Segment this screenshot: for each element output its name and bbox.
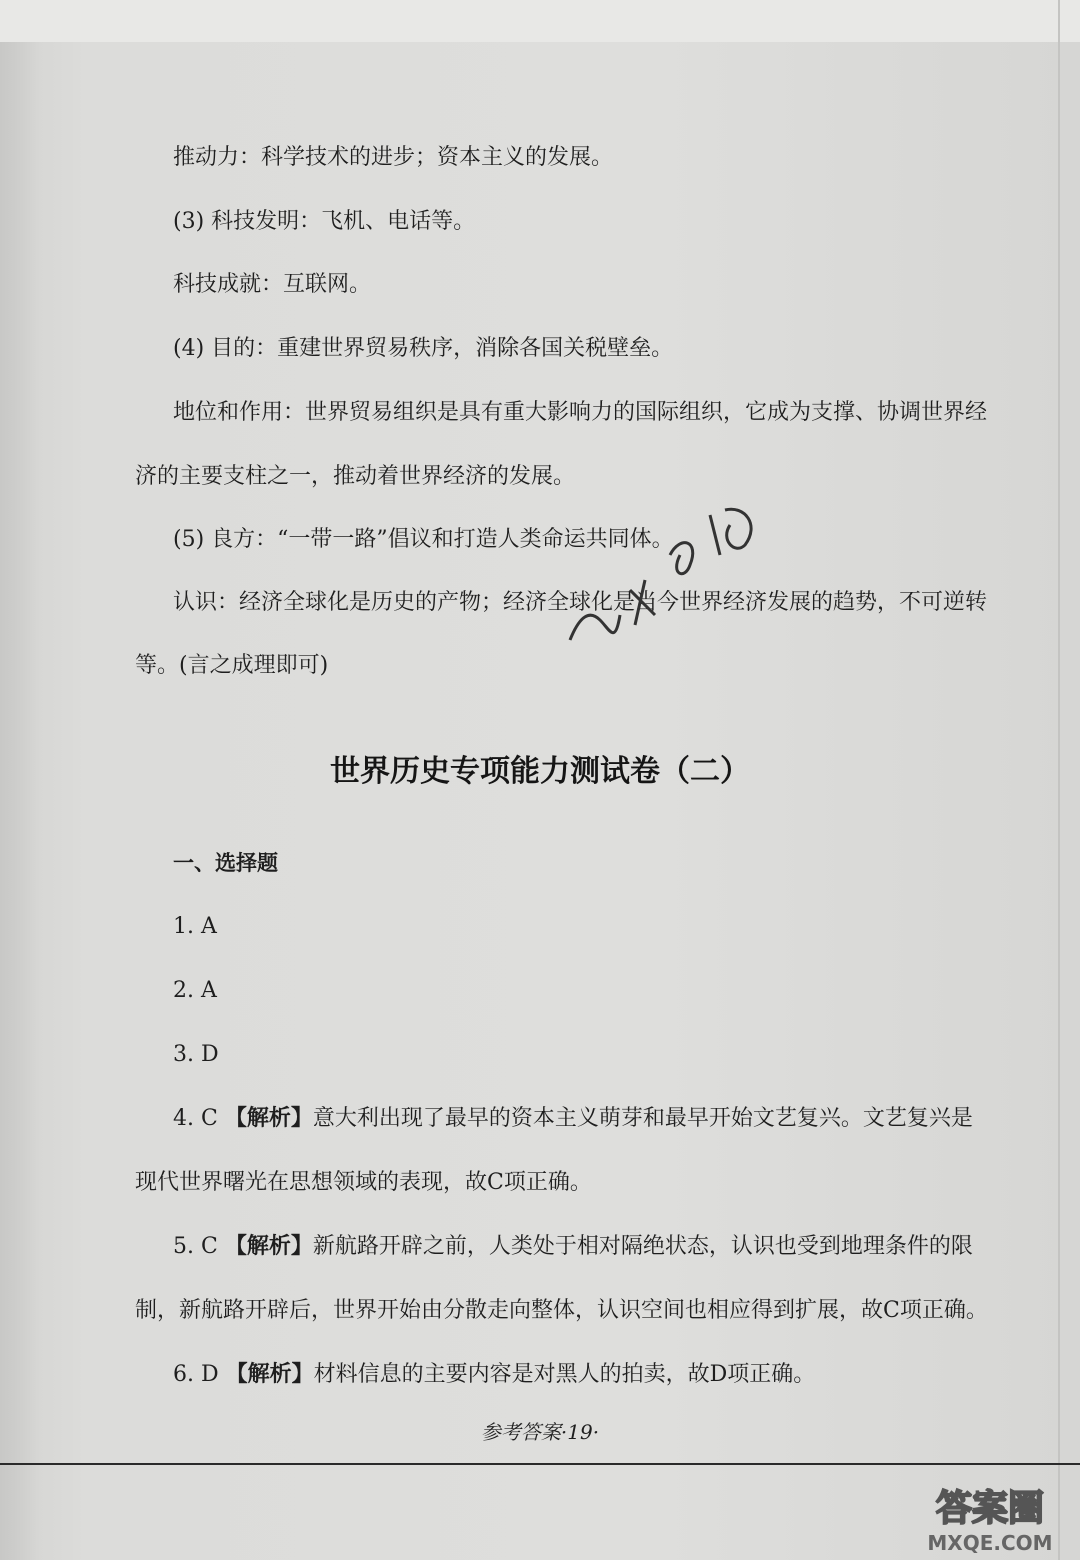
answer-letter: D	[201, 1042, 219, 1067]
text-line: 济的主要支柱之一，推动着世界经济的发展。	[135, 464, 576, 489]
answer-line	[173, 912, 1033, 942]
answer-number: 4.	[173, 1106, 194, 1131]
handwritten-scribble	[560, 495, 780, 655]
analysis-text: 新航路开辟之前，人类处于相对隔绝状态，认识也受到地理条件的限	[312, 1234, 973, 1259]
watermark-logo	[905, 1478, 1075, 1558]
answer-letter: C	[201, 1234, 218, 1259]
watermark-bottom-text: MXQE.COM	[927, 1531, 1053, 1555]
answer-number: 5.	[173, 1234, 194, 1259]
answer-letter: C	[201, 1106, 218, 1131]
text-line: 等。(言之成理即可)	[135, 653, 329, 678]
answer-number: 6.	[173, 1362, 194, 1387]
analysis-text: 意大利出现了最早的资本主义萌芽和最早开始文艺复兴。文艺复兴是	[312, 1106, 973, 1131]
answer-letter: D	[201, 1362, 219, 1387]
answer-number: 3.	[173, 1042, 194, 1067]
top-margin-band	[0, 0, 1080, 42]
analysis-text: 材料信息的主要内容是对黑人的拍卖，故D项正确。	[313, 1362, 816, 1387]
text-line: (5) 良方：“一带一路”倡议和打造人类命运共同体。	[173, 527, 674, 552]
answer-letter: A	[201, 978, 217, 1003]
answer-continuation: 制，新航路开辟后，世界开始由分散走向整体，认识空间也相应得到扩展，故C项正确。	[135, 1298, 988, 1323]
analysis-tag: 【解析】	[224, 1234, 313, 1259]
answer-line	[173, 1360, 1033, 1390]
answer-line	[173, 1104, 1033, 1134]
answer-number: 2.	[173, 978, 194, 1003]
watermark-top-text: 答案圈	[935, 1488, 1045, 1529]
answer-line	[173, 976, 1033, 1006]
analysis-tag: 【解析】	[225, 1362, 314, 1387]
text-line: 认识：经济全球化是历史的产物；经济全球化是当今世界经济发展的趋势，不可逆转	[173, 590, 988, 615]
answer-line	[173, 1040, 1033, 1070]
text-line: 科技成就：互联网。	[173, 272, 372, 297]
text-line: (4) 目的：重建世界贸易秩序，消除各国关税壁垒。	[173, 336, 674, 361]
answer-continuation: 现代世界曙光在思想领域的表现，故C项正确。	[135, 1170, 592, 1195]
answer-line	[173, 1232, 1033, 1262]
section-title: 世界历史专项能力测试卷（二）	[330, 754, 750, 789]
answer-number: 1.	[173, 914, 194, 939]
page-footer: 参考答案·19·	[480, 1420, 600, 1444]
bottom-rule	[0, 1463, 1080, 1465]
section-heading: 一、选择题	[173, 851, 278, 875]
answer-letter: A	[201, 914, 217, 939]
text-line: 推动力：科学技术的进步；资本主义的发展。	[173, 145, 614, 170]
binding-shadow	[0, 42, 40, 1560]
analysis-tag: 【解析】	[224, 1106, 313, 1131]
text-line: (3) 科技发明：飞机、电话等。	[173, 209, 476, 234]
text-line: 地位和作用：世界贸易组织是具有重大影响力的国际组织，它成为支撑、协调世界经	[173, 400, 988, 425]
